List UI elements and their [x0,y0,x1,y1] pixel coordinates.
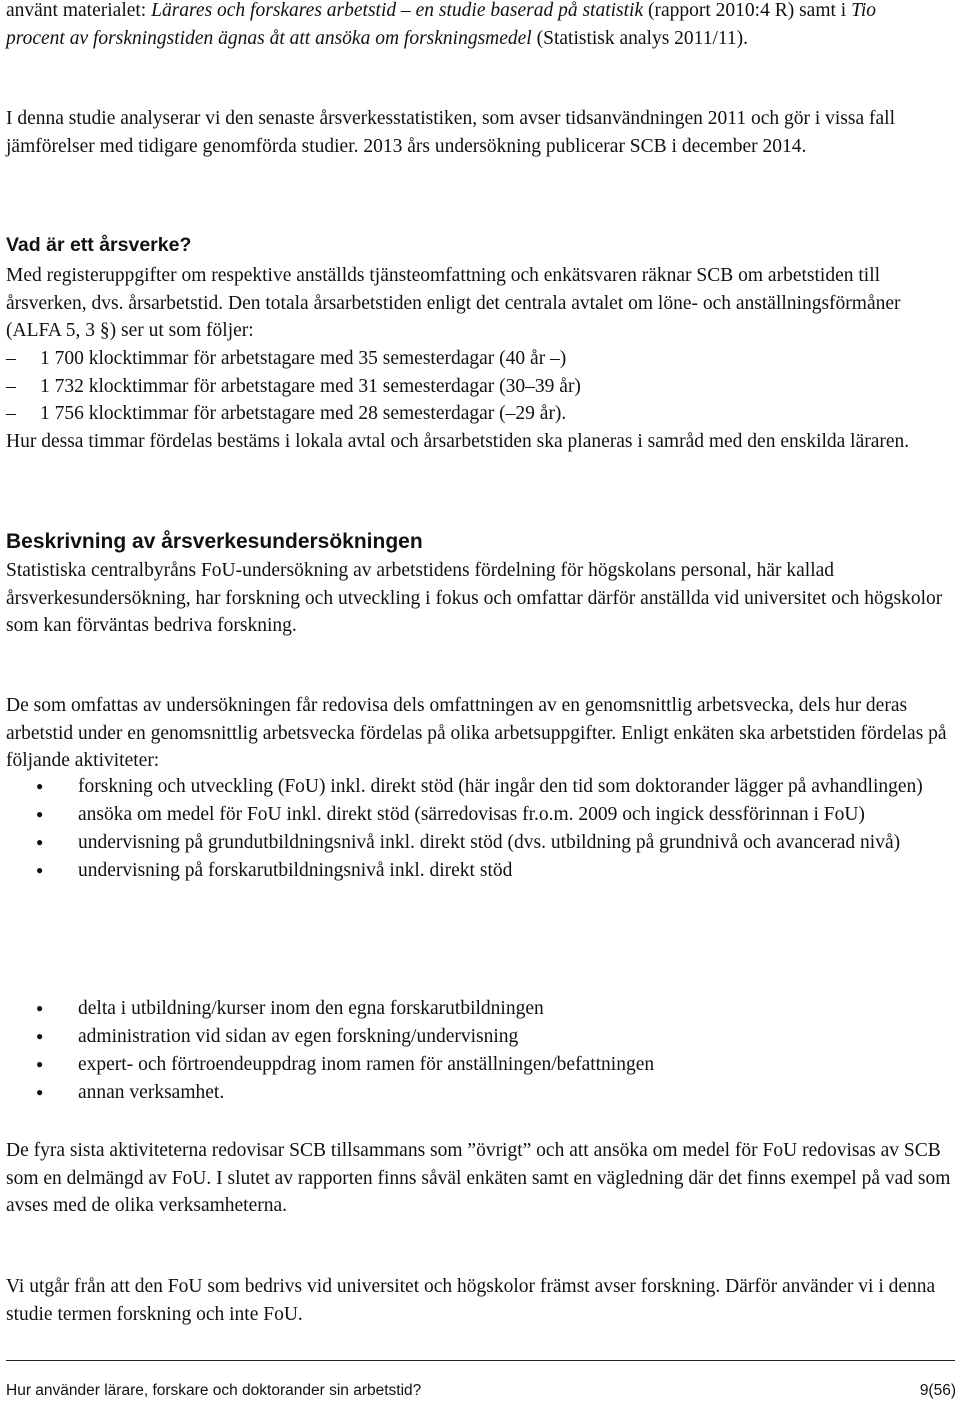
activity-list-2 [6,995,951,1107]
intro-tail: (Statistisk analys 2011/11). [531,27,749,49]
footer-title: Hur använder lärare, forskare och doktorander sin arbetstid? [6,1382,422,1399]
list-item: ● annan verksamhet. [6,1079,951,1107]
dash-item-text: 1 756 klocktimmar för arbetstagare med 28 semesterdagar (–29 år). [40,403,567,424]
heading-beskrivning: Beskrivning av årsverkesundersökningen [6,530,423,553]
paragraph-fordelning: Hur dessa timmar fördelas bestäms i lokala avtal och årsarbetstiden ska planeras i samråd med den enskilda läraren. [6,431,910,452]
list-item: ● delta i utbildning/kurser inom den egna forskarutbildningen [6,995,951,1023]
dash-item-text: 1 732 klocktimmar för arbetstagare med 31 semesterdagar (30–39 år) [40,375,581,397]
paragraph-forskning: Vi utgår från att den FoU som bedrivs vid universitet och högskolor främst avser forskning. Därför använder vi i denna studie termen forskning och inte FoU. [6,1276,936,1325]
dash-item-text: 1 700 klocktimmar för arbetstagare med 35 semesterdagar (40 år –) [40,348,567,369]
dash-marker: – [6,348,16,369]
activity-list-1 [6,773,951,885]
list-item: ● administration vid sidan av egen forskning/undervisning [6,1023,951,1051]
list-item: ● ansöka om medel för FoU inkl. direkt stöd (särredovisas fr.o.m. 2009 och ingick dessförinnan i FoU) [6,801,951,829]
paragraph-omfattas: De som omfattas av undersökningen får redovisa dels omfattningen av en genomsnittlig arbetsvecka, dels hur deras arbetstid under en genomsnittlig arbetsvecka fördelas på olika arbetsuppgifter. Enligt enkäten ska arbetstiden fördelas på följande aktiviteter: [6,695,947,771]
list-item: ● undervisning på forskarutbildningsnivå inkl. direkt stöd [6,857,951,885]
dash-marker: – [6,403,16,424]
report-title-2: Tio procent av forskningstiden ägnas åt att ansöka om forskningsmedel [6,0,877,49]
footer-divider [6,1360,955,1361]
list-item: ● undervisning på grundutbildningsnivå inkl. direkt stöd (dvs. utbildning på grundnivå och avancerad nivå) [6,829,951,857]
paragraph-registeruppgifter: Med registeruppgifter om respektive anställds tjänsteomfattning och enkätsvaren räknar SCB om arbetstiden till årsverken, dvs. årsarbetstid. Den totala årsarbetstiden enligt det centrala avtalet om löne- och anställningsförmåner (ALFA 5, 3 §) ser ut som följer: [6,265,901,341]
list-item: ● expert- och förtroendeuppdrag inom ramen för anställningen/befattningen [6,1051,951,1079]
paragraph-study: I denna studie analyserar vi den senaste årsverkesstatistiken, som avser tidsanvändningen 2011 och gör i vissa fall jämförelser med tidigare genomförda studier. 2013 års undersökning publicerar SCB i december 2014. [6,108,895,157]
dash-item [6,373,951,401]
paragraph-ovrigt: De fyra sista aktiviteterna redovisar SCB tillsammans som ”övrigt” och att ansöka om medel för FoU redovisas av SCB som en delmängd av FoU. I slutet av rapporten finns såväl enkäten samt en vägledning där det finns exempel på vad som avses med de olika verksamheterna. [6,1140,951,1216]
report-title-1: Lärares och forskares arbetstid – en studie baserad på statistik [151,0,644,21]
list-item: ● forskning och utveckling (FoU) inkl. direkt stöd (här ingår den tid som doktorander lägger på avhandlingen) [6,773,951,801]
intro-lead: använt materialet: [6,0,152,21]
dash-marker: – [6,375,16,397]
dash-list [6,345,951,428]
intro-paragraph [6,0,906,52]
dash-item [6,400,951,428]
page-number: 9(56) [919,1382,956,1399]
heading-vad-ar-arsverke: Vad är ett årsverke? [6,234,192,256]
paragraph-fou-undersokning: Statistiska centralbyråns FoU-undersökning av arbetstidens fördelning för högskolans personal, här kallad årsverkesundersökning, har forskning och utveckling i fokus och omfattar därför anställda vid universitet och högskolor som kan förväntas bedriva forskning. [6,560,943,636]
intro-mid: (rapport 2010:4 R) samt i [643,0,852,21]
dash-item [6,345,951,373]
